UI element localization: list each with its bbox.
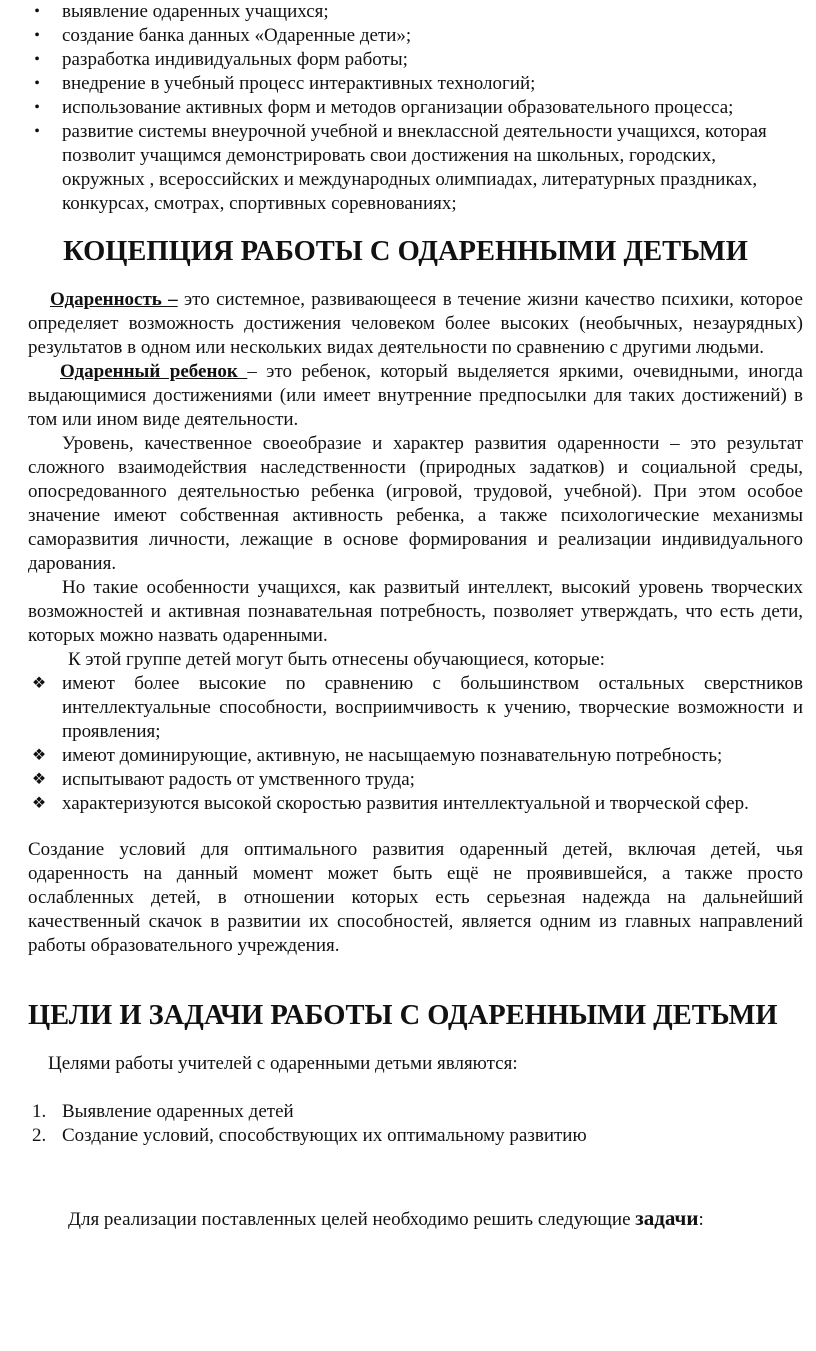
list-item-text: Выявление одаренных детей — [62, 1101, 294, 1122]
list-item-text: характеризуются высокой скоростью развития интеллектуальной и творческой сфер. — [62, 793, 749, 814]
list-item — [28, 672, 803, 744]
list-item-text: внедрение в учебный процесс интерактивных технологий; — [62, 73, 536, 94]
list-item-text: имеют более высокие по сравнению с большинством остальных сверстников интеллектуальные способности, восприимчивость к учению, творческие возможности и проявления; — [62, 673, 803, 742]
list-item — [28, 0, 803, 24]
bullet-dot-icon: • — [34, 123, 40, 140]
diamond-bullet-icon: ❖ — [31, 675, 47, 692]
list-item-text: создание банка данных «Одаренные дети»; — [62, 25, 412, 46]
tasks-colon: : — [698, 1209, 704, 1230]
list-item-text: имеют доминирующие, активную, не насыщаемую познавательную потребность; — [62, 745, 723, 766]
gifted-child-term: Одаренный ребенок — [60, 361, 248, 382]
bullet-dot-icon: • — [34, 51, 40, 68]
giftedness-paragraph — [28, 288, 803, 360]
goals-intro: Целями работы учителей с одаренными детьми являются: — [48, 1053, 518, 1074]
group-diamond-list — [28, 672, 803, 816]
giftedness-definition: это системное, развивающееся в течение жизни качество психики, которое определяет возможность достижения человеком более высоких (необычных, незаурядных) результатов в одном или нескольких видах деятельности по сравнению с другими людьми. — [28, 289, 803, 358]
list-item-text: развитие системы внеурочной учебной и внеклассной деятельности учащихся, которая позволит учащимся демонстрировать свои достижения на школьных, городских, окружных , всероссийских и международных олимпиадах, литературных праздниках, конкурсах, смотрах, спортивных соревнованиях; — [62, 121, 767, 214]
diamond-bullet-icon: ❖ — [31, 771, 47, 788]
goals-numbered-list — [28, 1100, 803, 1148]
list-item-text: использование активных форм и методов организации образовательного процесса; — [62, 97, 734, 118]
tasks-paragraph — [28, 1206, 803, 1232]
list-item — [28, 1124, 803, 1148]
list-item — [28, 768, 803, 792]
gifted-child-paragraph — [28, 360, 803, 432]
list-item-text: выявление одаренных учащихся; — [62, 1, 329, 22]
gifted-child-definition: – это ребенок, который выделяется яркими, очевидными, иногда выдающимися достижениями (или имеет внутренние предпосылки для таких достижений) в том или ином виде деятельности. — [28, 361, 803, 430]
level-paragraph: Уровень, качественное своеобразие и характер развития одаренности – это результат сложного взаимодействия наследственности (природных задатков) и социальной среды, опосредованного деятельностью ребенка (игровой, трудовой, учебной). При этом особое значение имеют собственная активность ребенка, а также психологические механизмы саморазвития личности, лежащие в основе формирования и реализации индивидуального дарования. — [28, 433, 803, 574]
list-item — [28, 48, 803, 72]
group-intro: К этой группе детей могут быть отнесены обучающиеся, которые: — [68, 649, 605, 670]
list-item-text: испытывают радость от умственного труда; — [62, 769, 415, 790]
bullet-dot-icon: • — [34, 75, 40, 92]
list-item — [28, 1100, 803, 1124]
goals-heading: ЦЕЛИ И ЗАДАЧИ РАБОТЫ С ОДАРЕННЫМИ ДЕТЬМИ — [28, 1000, 778, 1031]
list-item — [28, 72, 803, 96]
list-item — [28, 120, 803, 216]
tasks-word: задачи — [635, 1206, 699, 1230]
list-item — [28, 24, 803, 48]
bullet-dot-icon: • — [34, 99, 40, 116]
tasks-lead: Для реализации поставленных целей необходимо решить следующие — [68, 1209, 636, 1230]
conditions-paragraph: Создание условий для оптимального развития одаренный детей, включая детей, чья одаренность на данный момент может быть ещё не проявившейся, а также просто ослабленных детей, в отношении которых есть серьезная надежда на дальнейший качественный скачок в развитии их способностей, является одним из главных направлений работы образовательного учреждения. — [28, 839, 803, 956]
list-number: 2. — [32, 1125, 47, 1146]
bullet-dot-icon: • — [34, 27, 40, 44]
list-item — [28, 792, 803, 816]
list-item — [28, 96, 803, 120]
intro-bullet-list — [28, 0, 803, 216]
diamond-bullet-icon: ❖ — [31, 747, 47, 764]
list-number: 1. — [32, 1101, 47, 1122]
features-paragraph: Но такие особенности учащихся, как развитый интеллект, высокий уровень творческих возможностей и активная познавательная потребность, позволяет утверждать, что есть дети, которых можно назвать одаренными. — [28, 577, 803, 646]
giftedness-term: Одаренность – — [50, 289, 178, 310]
list-item-text: Создание условий, способствующих их оптимальному развитию — [62, 1125, 587, 1146]
list-item — [28, 744, 803, 768]
concept-heading: КОЦЕПЦИЯ РАБОТЫ С ОДАРЕННЫМИ ДЕТЬМИ — [63, 236, 748, 267]
list-item-text: разработка индивидуальных форм работы; — [62, 49, 408, 70]
bullet-dot-icon: • — [34, 3, 40, 20]
diamond-bullet-icon: ❖ — [31, 795, 47, 812]
